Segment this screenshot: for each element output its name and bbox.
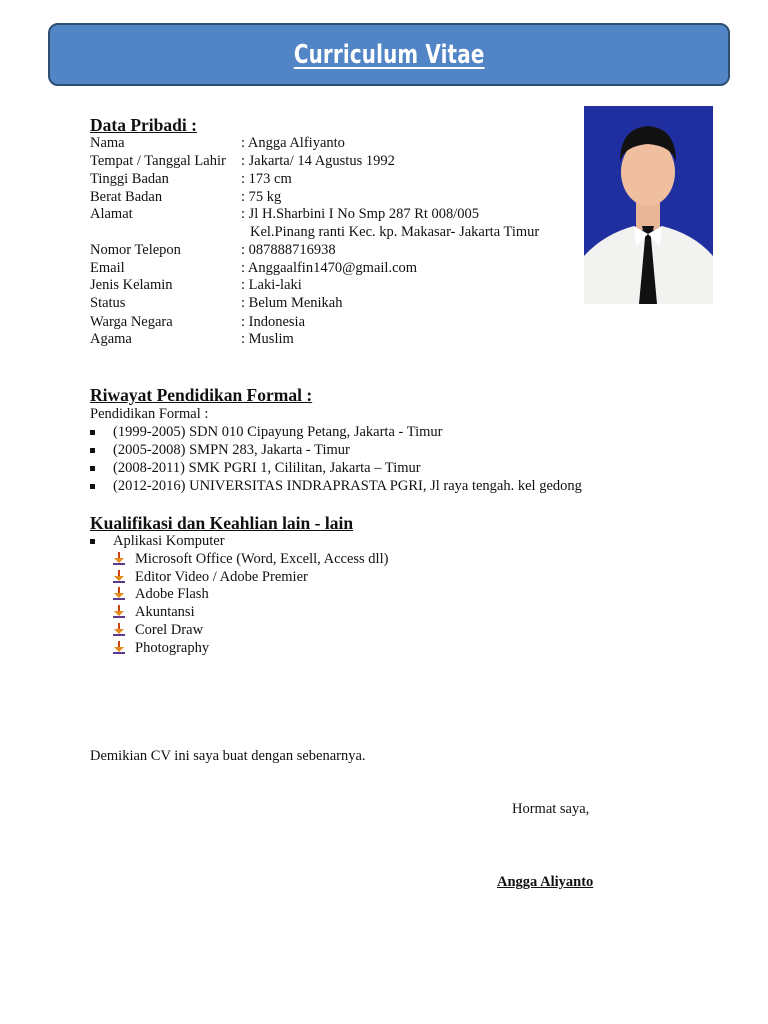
page-title: Curriculum Vitae	[293, 39, 485, 70]
section-heading-skills: Kualifikasi dan Keahlian lain - lain	[90, 513, 354, 533]
field-value: Kel.Pinang ranti Kec. kp. Makasar- Jakarta Timur	[250, 224, 540, 240]
bullet-icon	[90, 466, 95, 471]
section-heading-personal: Data Pribadi :	[90, 115, 197, 135]
skill-category: Aplikasi Komputer	[113, 533, 225, 549]
skill-item: Editor Video / Adobe Premier	[135, 569, 308, 585]
list-item: (2008-2011) SMK PGRI 1, Cililitan, Jakarta – Timur	[113, 460, 421, 476]
field-label: Agama	[90, 331, 132, 347]
skill-item: Akuntansi	[135, 604, 195, 620]
field-value: : Laki-laki	[241, 277, 302, 293]
arrow-bullet-icon	[112, 570, 126, 584]
person-portrait-icon	[584, 106, 713, 304]
field-value: : Angga Alfiyanto	[241, 135, 345, 151]
arrow-bullet-icon	[112, 641, 126, 655]
arrow-bullet-icon	[112, 552, 126, 566]
field-label: Status	[90, 295, 126, 311]
field-label: Tinggi Badan	[90, 171, 169, 187]
list-item: (2012-2016) UNIVERSITAS INDRAPRASTA PGRI, Jl raya tengah. kel gedong	[113, 478, 582, 494]
field-value: : 173 cm	[241, 171, 292, 187]
arrow-bullet-icon	[112, 605, 126, 619]
profile-photo	[584, 106, 713, 304]
field-value: : Anggaalfin1470@gmail.com	[241, 260, 418, 276]
signature-name: Angga Aliyanto	[497, 874, 594, 890]
list-item: (2005-2008) SMPN 283, Jakarta - Timur	[113, 442, 350, 458]
field-label: Nomor Telepon	[90, 242, 181, 258]
field-value: : Jakarta/ 14 Agustus 1992	[241, 153, 395, 169]
education-intro: Pendidikan Formal :	[90, 406, 209, 422]
field-value: : 75 kg	[241, 189, 282, 205]
skill-item: Adobe Flash	[135, 586, 209, 602]
arrow-bullet-icon	[112, 623, 126, 637]
field-value: : 087888716938	[241, 242, 336, 258]
arrow-bullet-icon	[112, 587, 126, 601]
field-label: Nama	[90, 135, 125, 151]
field-value: : Belum Menikah	[241, 295, 343, 311]
field-label: Alamat	[90, 206, 133, 222]
field-label: Email	[90, 260, 125, 276]
field-label: Tempat / Tanggal Lahir	[90, 153, 226, 169]
section-heading-education: Riwayat Pendidikan Formal :	[90, 385, 313, 405]
bullet-icon	[90, 539, 95, 544]
bullet-icon	[90, 484, 95, 489]
field-label: Warga Negara	[90, 314, 173, 330]
list-item: (1999-2005) SDN 010 Cipayung Petang, Jakarta - Timur	[113, 424, 443, 440]
field-value: : Indonesia	[241, 314, 306, 330]
salutation: Hormat saya,	[512, 801, 590, 817]
field-value: : Jl H.Sharbini I No Smp 287 Rt 008/005	[241, 206, 480, 222]
field-label: Berat Badan	[90, 189, 163, 205]
skill-item: Corel Draw	[135, 622, 204, 638]
skill-item: Photography	[135, 640, 210, 656]
skill-item: Microsoft Office (Word, Excell, Access dll)	[135, 551, 389, 567]
title-banner	[48, 23, 730, 86]
closing-statement: Demikian CV ini saya buat dengan sebenarnya.	[90, 748, 366, 764]
field-label: Jenis Kelamin	[90, 277, 173, 293]
bullet-icon	[90, 430, 95, 435]
bullet-icon	[90, 448, 95, 453]
field-value: : Muslim	[241, 331, 294, 347]
